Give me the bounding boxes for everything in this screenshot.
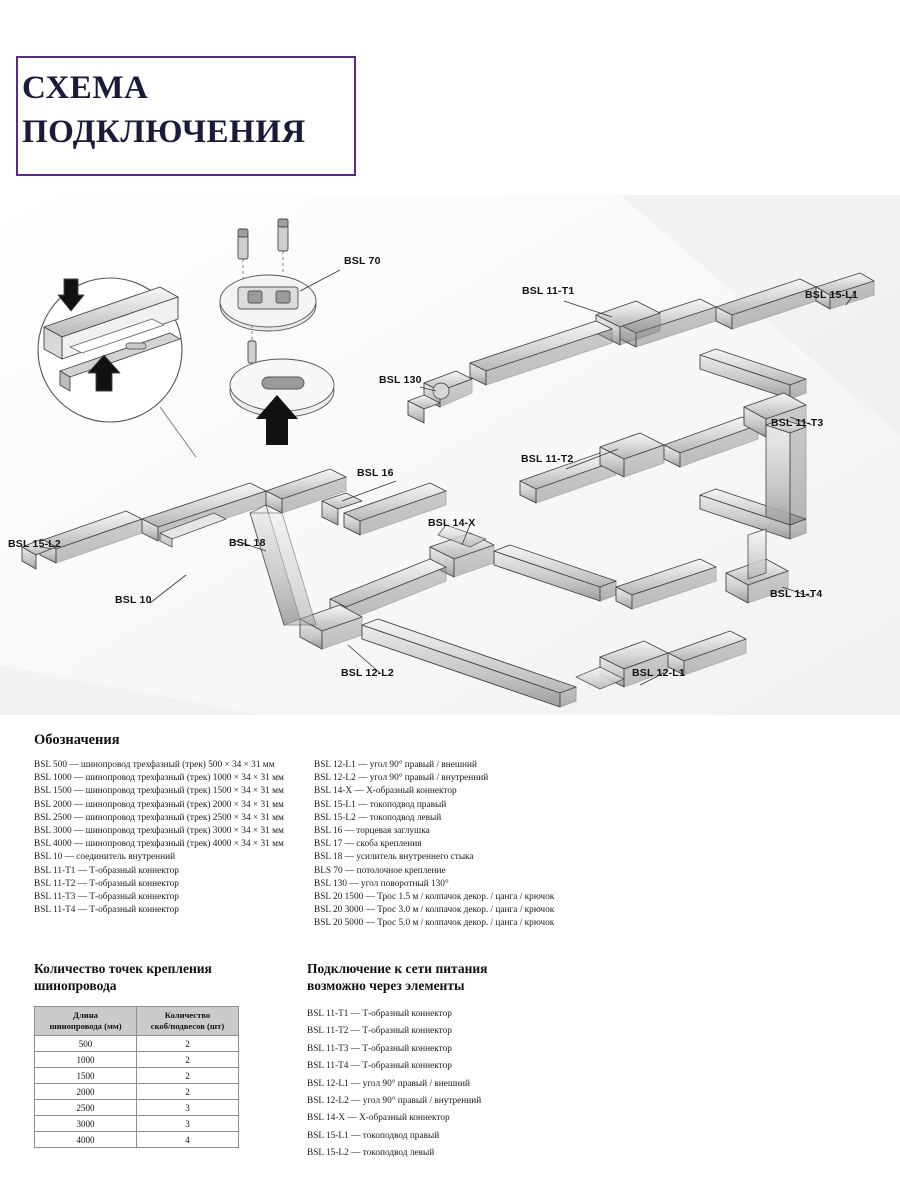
legend-item: BSL 12-L1 — угол 90° правый / внешний [314, 760, 477, 770]
legend-item: BSL 20 5000 — Трос 5.0 м / колпачок декор. / цанга / крючок [314, 918, 555, 929]
legend-item: BSL 15-L2 — токоподвод левый [314, 812, 442, 823]
cell-length: 3000 [35, 1116, 137, 1132]
diagram-label-bsl-11-t3: BSL 11-T3 [771, 417, 824, 429]
legend-item: BSL 1500 — шинопровод трехфазный (трек) 1500 × 34 × 31 мм [34, 786, 284, 797]
cell-count: 4 [137, 1132, 239, 1148]
cell-count: 2 [137, 1084, 239, 1100]
legend-item: BSL 11-T2 — Т-образный коннектор [34, 878, 179, 889]
legend-item: BSL 16 — торцевая заглушка [314, 826, 430, 837]
cell-length: 1000 [35, 1052, 137, 1068]
track-system-diagram [0, 195, 900, 715]
diagram-label-bsl-15-l1: BSL 15-L1 [805, 289, 858, 301]
mounting-table [34, 1006, 239, 1148]
mounting-heading-line-1: Количество точек крепления [34, 961, 212, 976]
diagram-label-bsl-14-x: BSL 14-X [428, 517, 476, 529]
diagram-graphic [0, 195, 900, 715]
table-header-count [137, 1007, 239, 1036]
power-heading [307, 960, 807, 994]
legend-item: BSL 4000 — шинопровод трехфазный (трек) 4000 × 34 × 31 мм [34, 839, 284, 850]
cell-count: 2 [137, 1036, 239, 1052]
legend-column-2 [314, 759, 734, 931]
diagram-label-bsl-11-t1: BSL 11-T1 [522, 285, 575, 297]
table-row [35, 1132, 239, 1148]
diagram-label-bsl-12-l1: BSL 12-L1 [632, 667, 685, 679]
list-item: BSL 11-T2 — Т-образный коннектор [307, 1026, 452, 1037]
table-row [35, 1084, 239, 1100]
legend-heading: Обозначения [34, 732, 120, 748]
cell-length: 2000 [35, 1084, 137, 1100]
table-row [35, 1036, 239, 1052]
table-row [35, 1116, 239, 1132]
list-item: BSL 11-T1 — Т-образный коннектор [307, 1009, 452, 1019]
legend-section [34, 732, 874, 931]
power-items-list [307, 1006, 807, 1163]
list-item: BSL 11-T3 — Т-образный коннектор [307, 1043, 452, 1054]
power-heading-line-2: возможно через элементы [307, 978, 465, 993]
mounting-points-block [34, 960, 274, 1163]
diagram-label-bsl-11-t2: BSL 11-T2 [521, 453, 574, 465]
bottom-section [34, 960, 874, 1163]
list-item: BSL 15-L1 — токоподвод правый [307, 1130, 440, 1141]
power-connection-block [307, 960, 807, 1163]
legend-column-1 [34, 759, 314, 931]
table-row [35, 1100, 239, 1116]
legend-columns [34, 759, 874, 931]
legend-item: BSL 11-T3 — Т-образный коннектор [34, 892, 179, 903]
legend-item: BSL 1000 — шинопровод трехфазный (трек) 1000 × 34 × 31 мм [34, 773, 284, 784]
table-header-row [35, 1007, 239, 1036]
legend-item: BSL 11-T4 — Т-образный коннектор [34, 905, 179, 916]
diagram-label-bsl-15-l2: BSL 15-L2 [8, 538, 61, 550]
legend-item: BSL 130 — угол поворотный 130° [314, 878, 449, 889]
mounting-heading-line-2: шинопровода [34, 978, 117, 993]
cell-length: 500 [35, 1036, 137, 1052]
diagram-label-bsl-18: BSL 18 [229, 537, 266, 549]
legend-item: BSL 12-L2 — угол 90° правый / внутренний [314, 773, 489, 784]
legend-item: BSL 17 — скоба крепления [314, 839, 422, 850]
list-item: BSL 14-X — X-образный коннектор [307, 1113, 450, 1124]
mounting-heading [34, 960, 274, 994]
diagram-label-bsl-12-l2: BSL 12-L2 [341, 667, 394, 679]
table-header-length-line-2: шинопровода (мм) [49, 1021, 122, 1031]
table-header-count-line-2: скоб/подвесов (шт) [150, 1021, 225, 1031]
list-item: BSL 12-L1 — угол 90° правый / внешний [307, 1078, 470, 1089]
legend-item: BSL 18 — усилитель внутреннего стыка [314, 852, 474, 863]
list-item: BSL 12-L2 — угол 90° правый / внутренний [307, 1096, 482, 1107]
legend-item: BSL 10 — соединитель внутренний [34, 852, 176, 863]
page-title-line-1: СХЕМА [22, 70, 149, 106]
diagram-label-bsl-11-t4: BSL 11-T4 [770, 588, 823, 600]
table-row [35, 1052, 239, 1068]
cell-count: 2 [137, 1068, 239, 1084]
cell-length: 2500 [35, 1100, 137, 1116]
cell-count: 3 [137, 1100, 239, 1116]
cell-count: 2 [137, 1052, 239, 1068]
table-header-length-line-1: Длина [73, 1010, 98, 1020]
list-item: BSL 15-L2 — токоподвод левый [307, 1148, 435, 1159]
legend-item: BSL 3000 — шинопровод трехфазный (трек) 3000 × 34 × 31 мм [34, 826, 284, 837]
diagram-label-bsl-70: BSL 70 [344, 255, 381, 267]
legend-item: BSL 2500 — шинопровод трехфазный (трек) 2500 × 34 × 31 мм [34, 812, 284, 823]
page-title [22, 66, 442, 154]
legend-item: BSL 15-L1 — токоподвод правый [314, 799, 447, 810]
legend-item: BSL 20 1500 — Трос 1.5 м / колпачок декор. / цанга / крючок [314, 892, 555, 903]
power-heading-line-1: Подключение к сети питания [307, 961, 488, 976]
page-title-line-2: ПОДКЛЮЧЕНИЯ [22, 114, 306, 150]
list-item: BSL 11-T4 — Т-образный коннектор [307, 1061, 452, 1072]
legend-item: BLS 70 — потолочное крепление [314, 865, 446, 876]
table-row [35, 1068, 239, 1084]
legend-item: BSL 500 — шинопровод трехфазный (трек) 500 × 34 × 31 мм [34, 760, 275, 770]
diagram-label-bsl-10: BSL 10 [115, 594, 152, 606]
legend-item: BSL 2000 — шинопровод трехфазный (трек) 2000 × 34 × 31 мм [34, 799, 284, 810]
legend-item: BSL 14-X — X-образный коннектор [314, 786, 457, 797]
legend-item: BSL 20 3000 — Трос 3.0 м / колпачок декор. / цанга / крючок [314, 905, 555, 916]
cell-length: 4000 [35, 1132, 137, 1148]
table-header-count-line-1: Количество [164, 1010, 211, 1020]
legend-item: BSL 11-T1 — Т-образный коннектор [34, 865, 179, 876]
table-header-length [35, 1007, 137, 1036]
diagram-label-bsl-130: BSL 130 [379, 374, 422, 386]
diagram-label-bsl-16: BSL 16 [357, 467, 394, 479]
cell-length: 1500 [35, 1068, 137, 1084]
cell-count: 3 [137, 1116, 239, 1132]
